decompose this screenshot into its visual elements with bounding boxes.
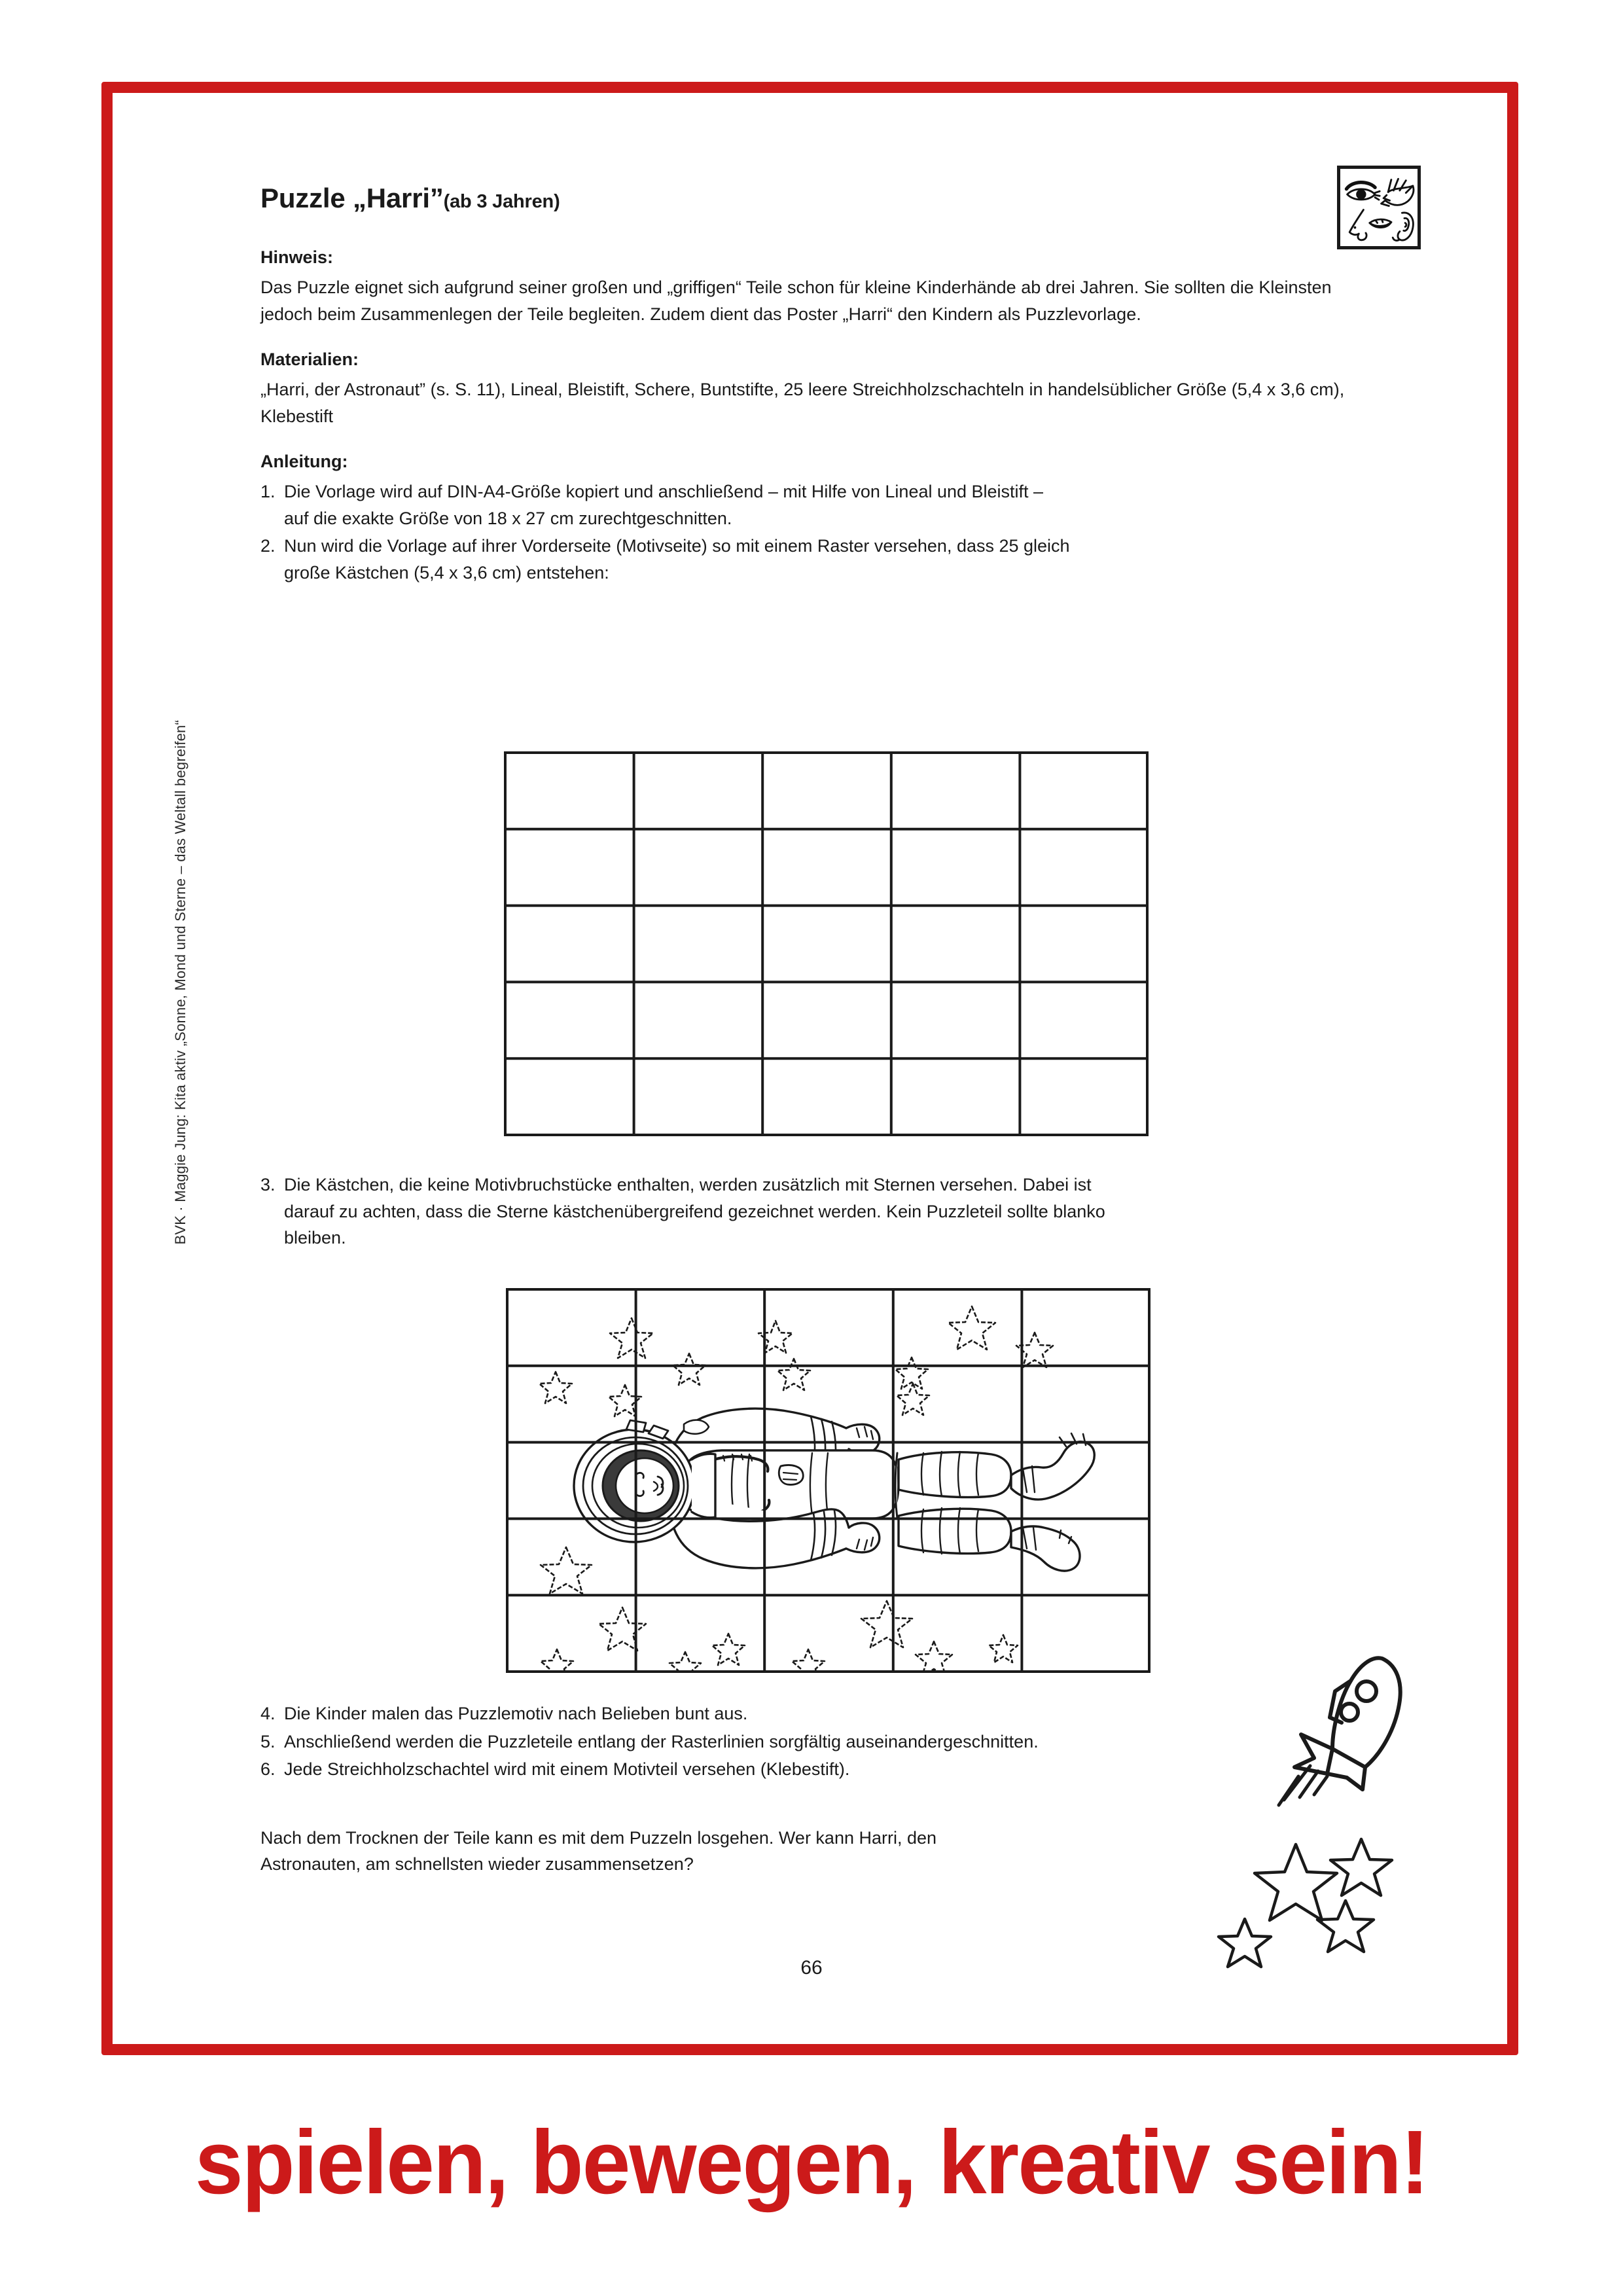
astronaut-puzzle-grid-svg <box>506 1288 1150 1673</box>
anleitung-step3-block <box>260 1172 1386 1253</box>
list-item <box>260 533 1386 586</box>
anleitung-step456-block <box>260 1700 1190 1878</box>
footer-tagline: spielen, bewegen, kreativ sein! <box>194 2112 1429 2213</box>
step-text <box>284 1172 1386 1251</box>
sidebar-credit <box>172 720 189 1309</box>
list-item <box>260 1172 1386 1251</box>
hinweis-body: Das Puzzle eignet sich aufgrund seiner großen und „griffigen“ Teile schon für kleine Kinderhände ab drei Jahren. Sie sollten die Kleinsten jedoch beim Zusammenlegen der Teile begleiten. Zudem dient das Poster „Harri“ den Kindern als Puzzlevorlage. <box>260 278 1332 324</box>
step-line: Die Kästchen, die keine Motivbruchstücke enthalten, werden zusätzlich mit Sternen versehen. Dabei ist <box>284 1175 1092 1194</box>
anleitung-steps-part3 <box>260 1700 1190 1783</box>
anleitung-steps-part2 <box>260 1172 1386 1251</box>
list-item <box>260 478 1386 531</box>
step-text <box>284 478 1386 531</box>
document-content <box>260 183 1386 587</box>
materialien-heading: Materialien: <box>260 350 359 370</box>
rocket-decor-svg <box>1211 1636 1472 1977</box>
step-text: Die Kinder malen das Puzzlemotiv nach Belieben bunt aus. <box>284 1704 748 1723</box>
list-item <box>260 1700 1190 1727</box>
list-item <box>260 1756 1190 1783</box>
step-line: Nun wird die Vorlage auf ihrer Vorderseite (Motivseite) so mit einem Raster versehen, dass 25 gleich <box>284 536 1070 556</box>
sidebar-credit-text: BVK · Maggie Jung: Kita aktiv „Sonne, Mond und Sterne – das Weltall begreifen“ <box>172 720 188 1245</box>
step-line: Die Vorlage wird auf DIN-A4-Größe kopiert und anschließend – mit Hilfe von Lineal und Bleistift – <box>284 482 1044 502</box>
step-number: 5. <box>260 1731 276 1751</box>
empty-puzzle-grid-svg <box>504 751 1149 1136</box>
empty-puzzle-grid <box>504 751 1149 1136</box>
closing-line: Nach dem Trocknen der Teile kann es mit dem Puzzeln losgehen. Wer kann Harri, den <box>260 1827 937 1848</box>
anleitung-heading: Anleitung: <box>260 452 348 472</box>
step-line: bleiben. <box>284 1228 346 1247</box>
rocket-and-stars-decoration <box>1211 1636 1472 1977</box>
page-title-main: Puzzle „Harri” <box>260 183 444 213</box>
step-number: 4. <box>260 1704 276 1723</box>
step-line: große Kästchen (5,4 x 3,6 cm) entstehen: <box>284 562 609 583</box>
page-number: 66 <box>800 1957 823 1979</box>
rocket-icon <box>1294 1658 1400 1789</box>
step-line: auf die exakte Größe von 18 x 27 cm zurechtgeschnitten. <box>284 508 732 528</box>
hinweis-heading: Hinweis: <box>260 247 334 268</box>
closing-line: Astronauten, am schnellsten wieder zusammensetzen? <box>260 1854 694 1874</box>
anleitung-steps-part1 <box>260 478 1386 586</box>
step-number: 6. <box>260 1759 276 1779</box>
astronaut-illustration <box>574 1408 1094 1571</box>
step-number: 1. <box>260 482 276 502</box>
materialien-body: „Harri, der Astronaut” (s. S. 11), Lineal, Bleistift, Schere, Buntstifte, 25 leere Streichholzschachteln in handelsüblicher Größe (5,4 x 3,6 cm), Klebestift <box>260 380 1345 426</box>
decor-stars <box>1219 1839 1392 1967</box>
spacer <box>260 1784 1190 1825</box>
astronaut-puzzle-grid <box>506 1288 1150 1673</box>
page-title-age: (ab 3 Jahren) <box>443 191 560 212</box>
page-title <box>260 183 1386 213</box>
step-text <box>284 533 1386 586</box>
step-text: Jede Streichholzschachtel wird mit einem Motivteil versehen (Klebestift). <box>284 1759 850 1779</box>
step-number: 3. <box>260 1175 276 1194</box>
step-text: Anschließend werden die Puzzleteile entlang der Rasterlinien sorgfältig auseinandergeschnitten. <box>284 1731 1039 1751</box>
list-item <box>260 1729 1190 1755</box>
step-line: darauf zu achten, dass die Sterne kästchenübergreifend gezeichnet werden. Kein Puzzleteil sollte blanko <box>284 1201 1105 1221</box>
step-number: 2. <box>260 536 276 556</box>
closing-paragraph <box>260 1825 1190 1878</box>
